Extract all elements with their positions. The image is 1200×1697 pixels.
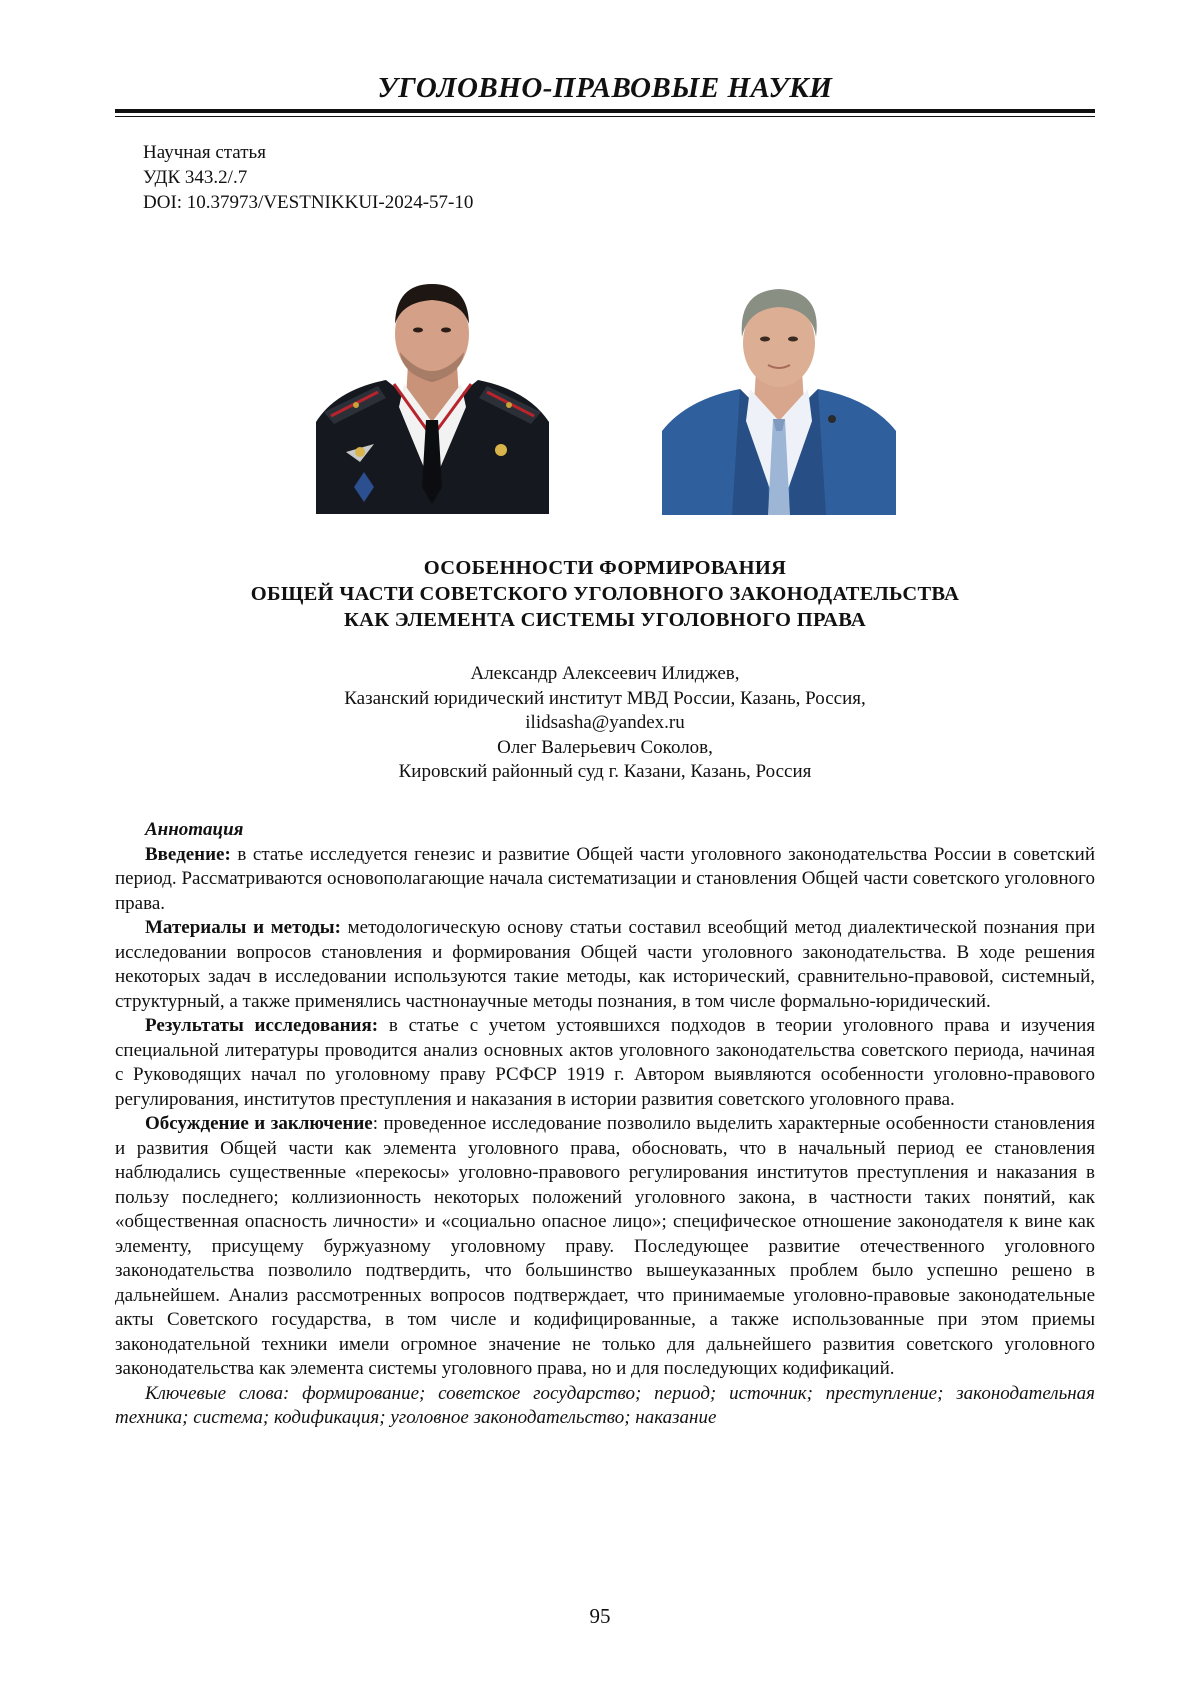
discussion-label: Обсуждение и заключение bbox=[145, 1113, 373, 1134]
header-rule-thick bbox=[115, 109, 1095, 113]
abstract-results bbox=[115, 1014, 1095, 1112]
keywords: Ключевые слова: формирование; советское государство; период; источник; преступление; законодательная техника; система; кодификация; уголовное законодательство; наказание bbox=[115, 1382, 1095, 1428]
methods-text: методологическую основу статьи составил всеобщий метод диалектической познания при исследовании вопросов становления и формирования Общей части уголовного законодательства. В ходе решения некоторых задач в исследовании используются такие методы, как исторический, сравнительно-правовой, системный, структурный, а также применялись частнонаучные методы познания, в том числе формально-юридический. bbox=[115, 917, 1096, 1012]
author-photo-2 bbox=[662, 281, 896, 515]
abstract-introduction bbox=[115, 843, 1095, 917]
author-1-name: Александр Алексеевич Илиджев, bbox=[470, 663, 740, 684]
introduction-label: Введение: bbox=[145, 843, 231, 865]
abstract-heading: Аннотация bbox=[145, 819, 244, 840]
methods-label: Материалы и методы: bbox=[145, 917, 341, 938]
results-text: в статье с учетом устоявшихся подходов в теории уголовного права и изучения специальной литературы проводится анализ основных актов уголовного законодательства советского периода, начиная с Руководящих начал по уголовному праву РСФСР 1919 г. Автором выявляются особенности уголовно-правового регулирования, институтов преступления и наказания в истории развития советского уголовного права. bbox=[115, 1015, 1095, 1110]
author-photo-1 bbox=[316, 272, 549, 514]
author-1-affiliation: Казанский юридический институт МВД России, Казань, Россия, bbox=[344, 687, 866, 709]
article-type: Научная статья bbox=[143, 142, 266, 163]
udk-code: УДК 343.2/.7 bbox=[143, 167, 248, 188]
abstract-methods bbox=[115, 916, 1095, 1014]
abstract bbox=[115, 818, 1095, 1431]
introduction-text: в статье исследуется генезис и развитие Общей части уголовного законодательства России в советский период. Рассматриваются основополагающие начала систематизации и становления Общей части советского уголовного права. bbox=[115, 843, 1095, 914]
results-label: Результаты исследования: bbox=[145, 1015, 379, 1036]
author-2-affiliation: Кировский районный суд г. Казани, Казань, Россия bbox=[398, 761, 812, 782]
doi[interactable]: DOI: 10.37973/VESTNIKKUI-2024-57-10 bbox=[143, 192, 474, 213]
author-2-name: Олег Валерьевич Соколов, bbox=[497, 736, 713, 758]
title-line-2: ОБЩЕЙ ЧАСТИ СОВЕТСКОГО УГОЛОВНОГО ЗАКОНОДАТЕЛЬСТВА bbox=[250, 583, 960, 605]
article-meta bbox=[143, 140, 473, 215]
author-block bbox=[115, 662, 1095, 785]
title-line-3: КАК ЭЛЕМЕНТА СИСТЕМЫ УГОЛОВНОГО ПРАВА bbox=[343, 609, 867, 631]
article-title bbox=[115, 555, 1095, 633]
section-header-title: УГОЛОВНО-ПРАВОВЫЕ НАУКИ bbox=[377, 72, 833, 104]
title-line-1: ОСОБЕННОСТИ ФОРМИРОВАНИЯ bbox=[423, 557, 787, 579]
page-number: 95 bbox=[589, 1604, 611, 1628]
header-rule-thin bbox=[115, 116, 1095, 117]
abstract-discussion bbox=[115, 1112, 1095, 1382]
author-1-email[interactable]: ilidsasha@yandex.ru bbox=[525, 712, 685, 733]
discussion-text: : проведенное исследование позволило выделить характерные особенности становления и развития Общей части как элемента уголовного права, обосновать, что в начальный период ее становления наблюдались существенные «перекосы» уголовно-правового регулирования институтов преступления и наказания в пользу последнего; коллизионность некоторых положений уголовного закона, в частности таких понятий, как «общественная опасность личности» и «социально опасное лицо»; специфическое отношение законодателя к вине как элементу, присущему буржуазному уголовному праву. Последующее развитие отечественного уголовного законодательства позволило подтвердить, что большинство вышеуказанных проблем было успешно решено в дальнейшем. Анализ рассмотренных вопросов подтверждает, что принимаемые уголовно-правовые законодательные акты Советского государства, в том числе и кодифицированные, а также использованные при этом приемы законодательной техники имели огромное значение не только для дальнейшего развития советского уголовного законодательства как элемента системы уголовного права, но и для последующих кодификаций. bbox=[115, 1113, 1095, 1379]
